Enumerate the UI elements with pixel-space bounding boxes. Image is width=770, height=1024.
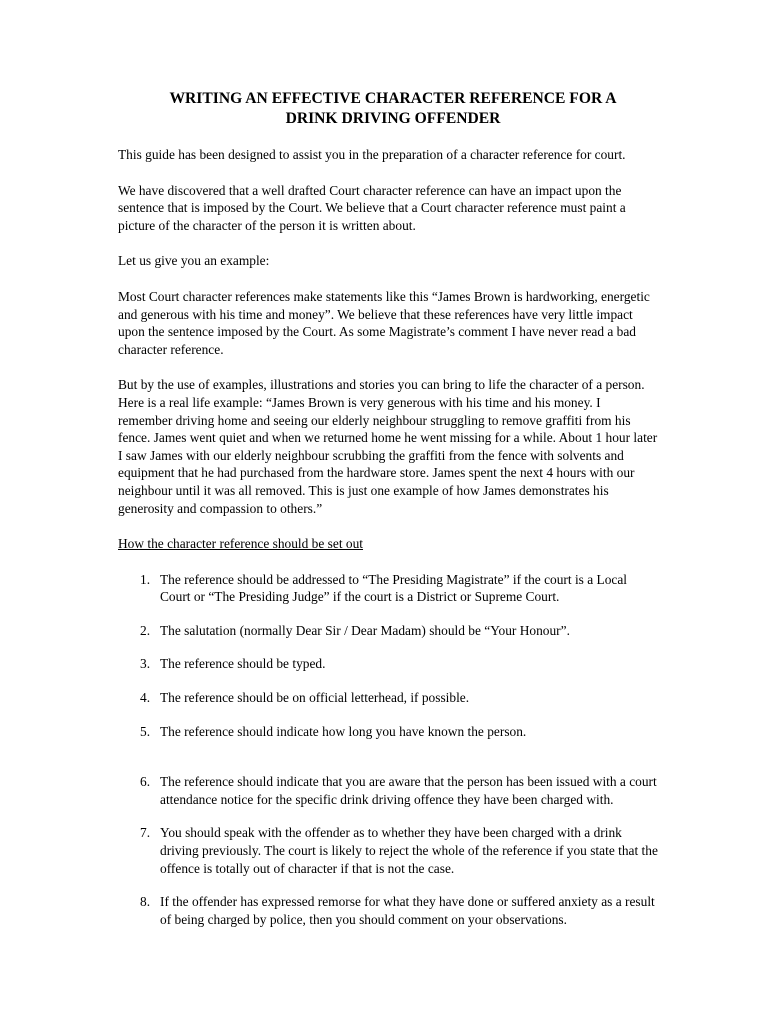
list-item-number: 8. [140, 894, 151, 910]
real-life-example-paragraph: But by the use of examples, illustrations and stories you can bring to life the character of a person. Here is a real life example: “James Brown is very generous with his time and his money. I remember driving home and seeing our elderly neighbour struggling to remove graffiti from his fence. James went quiet and when we returned home he went missing for a while. About 1 hour later I saw James with our elderly neighbour scrubbing the graffiti from the fence with solvents and equipment that he had purchased from the hardware store. James spent the next 4 hours with our neighbour until it was all removed. This is just one example of how James demonstrates his generosity and compassion to others.” [118, 377, 658, 516]
intro-paragraph: This guide has been designed to assist you in the preparation of a character reference for court. [118, 147, 626, 162]
common-statements-paragraph: Most Court character references make statements like this “James Brown is hardworking, energetic and generous with his time and money”. We believe that these references have very little impact upon the sentence imposed by the Court. As some Magistrate’s comment I have never read a bad character reference. [118, 288, 650, 357]
list-item [118, 723, 658, 741]
list-item [118, 689, 658, 707]
list-item-number: 7. [140, 825, 151, 841]
list-item-text: The reference should be addressed to “The Presiding Magistrate” if the court is a Local Court or “The Presiding Judge” if the court is a District or Supreme Court. [160, 571, 628, 605]
list-item-text: The reference should be on official letterhead, if possible. [160, 690, 470, 706]
list-item-number: 4. [140, 690, 151, 706]
list-item [118, 655, 658, 673]
list-item-number: 3. [140, 656, 151, 672]
list-item [118, 773, 658, 808]
list-item-text: The salutation (normally Dear Sir / Dear Madam) should be “Your Honour”. [160, 622, 570, 638]
list-item-text: The reference should indicate that you are aware that the person has been issued with a court attendance notice for the specific drink driving offence they have been charged with. [160, 774, 657, 807]
list-item-number: 5. [140, 723, 151, 739]
example-lead-paragraph: Let us give you an example: [118, 253, 270, 269]
list-item [118, 571, 658, 606]
title-line: WRITING AN EFFECTIVE CHARACTER REFERENCE FOR A [169, 90, 617, 107]
list-item [118, 622, 658, 640]
list-item-number: 2. [140, 622, 151, 638]
list-item-text: If the offender has expressed remorse for what they have done or suffered anxiety as a result of being charged by police, then you should comment on your observations. [160, 894, 655, 927]
title-line: DRINK DRIVING OFFENDER [285, 110, 501, 127]
section-heading: How the character reference should be set out [118, 536, 364, 552]
document-page [118, 89, 658, 944]
list-item-text: The reference should indicate how long you have known the person. [160, 723, 527, 739]
impact-paragraph: We have discovered that a well drafted Court character reference can have an impact upon the sentence that is imposed by the Court. We believe that a Court character reference must paint a picture of the character of the person it is written about. [118, 182, 626, 233]
document-title [118, 89, 658, 129]
list-item-number: 6. [140, 774, 151, 790]
list-item-number: 1. [140, 571, 151, 587]
list-item [118, 893, 658, 928]
list-item-text: You should speak with the offender as to whether they have been charged with a drink driving previously. The court is likely to reject the whole of the reference if you state that the offence is totally out of character if that is not the case. [160, 825, 658, 876]
list-item-text: The reference should be typed. [160, 656, 326, 672]
list-item [118, 824, 658, 877]
guidelines-list [118, 571, 658, 929]
